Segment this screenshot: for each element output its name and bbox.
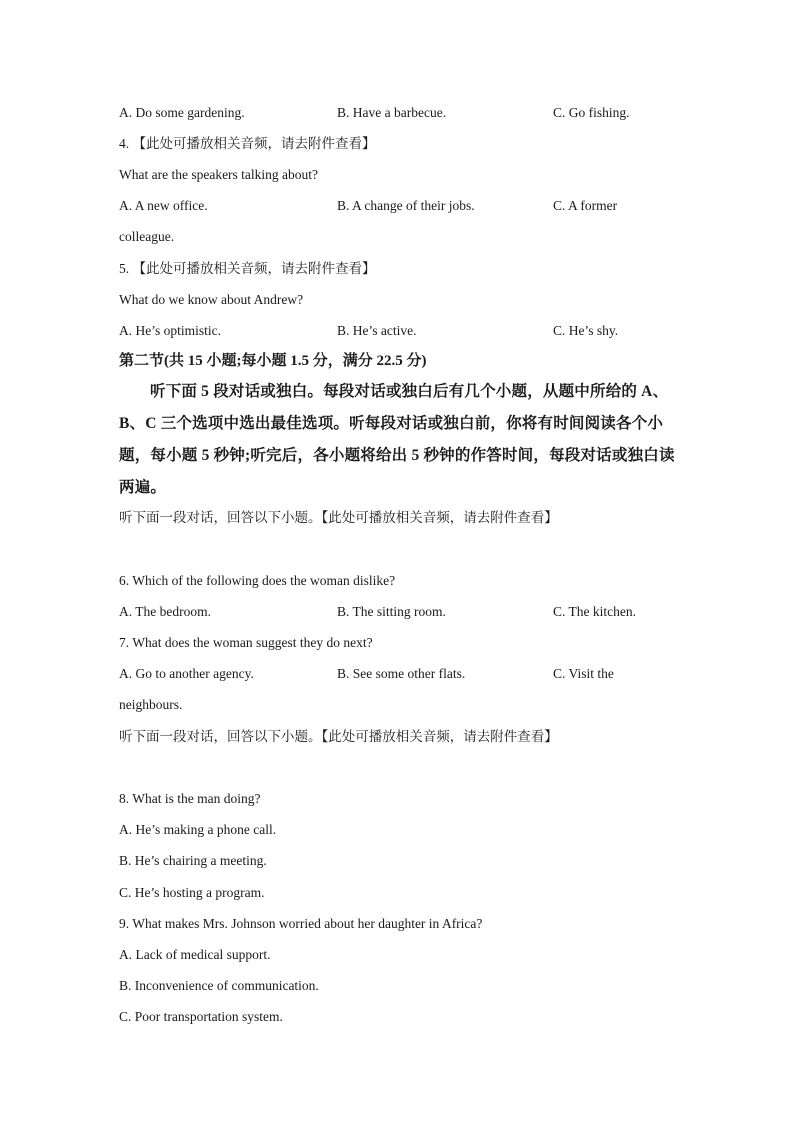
section2-instructions: 听下面 5 段对话或独白。每段对话或独白后有几个小题，从题中所给的 A、B、C 三个选项中选出最佳选项。听每段对话或独白前，你将有时间阅读各个小题，每小题 5 秒钟;听完后，各小题将给出 5 秒钟的作答时间，每段对话或独白读两遍。: [119, 383, 675, 496]
q5-option-c: C. He’s shy.: [553, 323, 619, 338]
section2-title: 第二节(共 15 小题;每小题 1.5 分，满分 22.5 分): [119, 353, 427, 369]
q4-option-b: B. A change of their jobs.: [337, 198, 475, 213]
q5-option-b: B. He’s active.: [337, 323, 417, 338]
q5-question: What do we know about Andrew?: [119, 292, 304, 307]
q5-option-a: A. He’s optimistic.: [119, 323, 221, 338]
q3-option-b: B. Have a barbecue.: [337, 105, 447, 120]
q6-option-c: C. The kitchen.: [553, 604, 636, 619]
q9-question: 9. What makes Mrs. Johnson worried about her daughter in Africa?: [119, 916, 483, 931]
q4-question: What are the speakers talking about?: [119, 167, 319, 182]
dialog2-prompt: 听下面一段对话，回答以下小题。【此处可播放相关音频，请去附件查看】: [119, 729, 558, 744]
dialog1-prompt: 听下面一段对话，回答以下小题。【此处可播放相关音频，请去附件查看】: [119, 510, 558, 525]
q7-question: 7. What does the woman suggest they do next?: [119, 635, 373, 650]
q8-option-c: C. He’s hosting a program.: [119, 885, 265, 900]
q7-option-c-continued: neighbours.: [119, 697, 183, 712]
q8-option-b: B. He’s chairing a meeting.: [119, 853, 267, 868]
q7-option-a: A. Go to another agency.: [119, 666, 254, 681]
q7-option-c: C. Visit the: [553, 666, 614, 681]
q7-option-b: B. See some other flats.: [337, 666, 466, 681]
q9-option-b: B. Inconvenience of communication.: [119, 978, 319, 993]
q3-option-c: C. Go fishing.: [553, 105, 630, 120]
q4-header: 4. 【此处可播放相关音频，请去附件查看】: [119, 136, 376, 151]
q6-option-a: A. The bedroom.: [119, 604, 211, 619]
q8-option-a: A. He’s making a phone call.: [119, 822, 277, 837]
q5-header: 5. 【此处可播放相关音频，请去附件查看】: [119, 261, 376, 276]
q9-option-c: C. Poor transportation system.: [119, 1009, 283, 1024]
q4-option-c-continued: colleague.: [119, 229, 175, 244]
q6-option-b: B. The sitting room.: [337, 604, 446, 619]
q6-question: 6. Which of the following does the woman dislike?: [119, 573, 396, 588]
q9-option-a: A. Lack of medical support.: [119, 947, 271, 962]
q4-option-a: A. A new office.: [119, 198, 208, 213]
q3-option-a: A. Do some gardening.: [119, 105, 245, 120]
q4-option-c: C. A former: [553, 198, 618, 213]
q8-question: 8. What is the man doing?: [119, 791, 261, 806]
